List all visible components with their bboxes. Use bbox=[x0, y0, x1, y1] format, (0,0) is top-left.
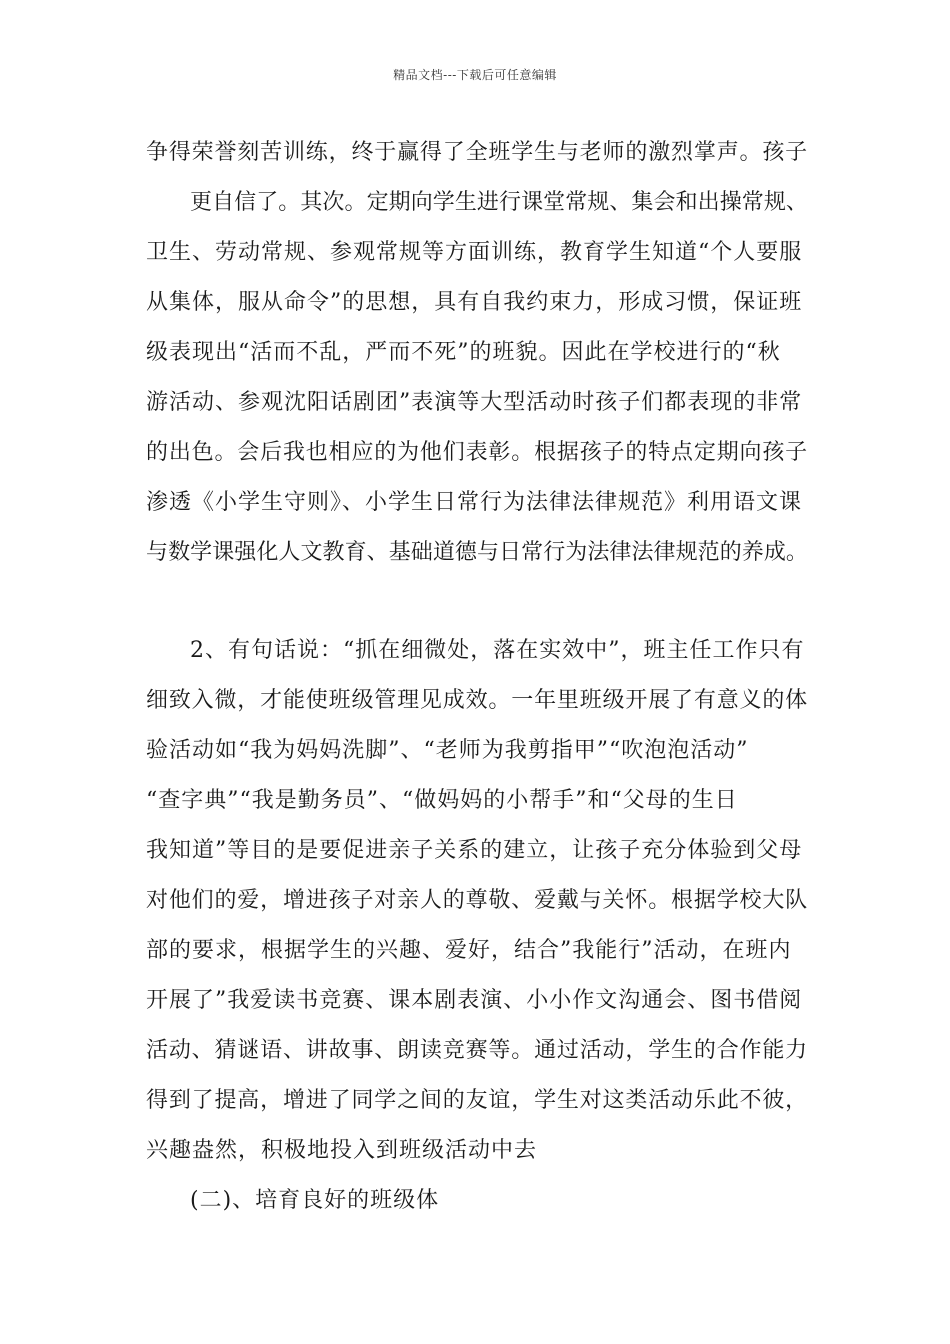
text-line: 兴趣盎然，积极地投入到班级活动中去 bbox=[146, 1138, 538, 1163]
text-line: 细致入微，才能使班级管理见成效。一年里班级开展了有意义的体 bbox=[146, 688, 809, 713]
text-line: 争得荣誉刻苦训练，终于赢得了全班学生与老师的激烈掌声。孩子 bbox=[146, 140, 809, 165]
text-line: 从集体，服从命令”的思想，具有自我约束力，形成习惯，保证班 bbox=[146, 290, 803, 315]
text-line: 部的要求，根据学生的兴趣、爱好，结合”我能行”活动，在班内 bbox=[146, 938, 792, 963]
text-line: 与数学课强化人文教育、基础道德与日常行为法律法律规范的养成。 bbox=[146, 540, 809, 565]
text-line: 游活动、参观沈阳话剧团”表演等大型活动时孩子们都表现的非常 bbox=[146, 390, 803, 415]
text-line: 卫生、劳动常规、参观常规等方面训练，教育学生知道“个人要服 bbox=[146, 240, 803, 265]
text-line: 更自信了。其次。定期向学生进行课堂常规、集会和出操常规、 bbox=[190, 190, 809, 215]
text-line: 得到了提高，增进了同学之间的友谊，学生对这类活动乐此不彼， bbox=[146, 1088, 809, 1113]
text-line: 的出色。会后我也相应的为他们表彰。根据孩子的特点定期向孩子 bbox=[146, 440, 809, 465]
text-line: 2、有句话说：“抓在细微处，落在实效中”，班主任工作只有 bbox=[190, 638, 805, 663]
text-line: 验活动如“我为妈妈洗脚”、“老师为我剪指甲”“吹泡泡活动” bbox=[146, 738, 749, 763]
text-line: 渗透《小学生守则》、小学生日常行为法律法律规范》利用语文课 bbox=[146, 490, 803, 515]
section-heading: (二)、培育良好的班级体 bbox=[190, 1188, 440, 1213]
text-line: “查字典”“我是勤务员”、“做妈妈的小帮手”和“父母的生日 bbox=[146, 788, 738, 813]
text-line: 对他们的爱，增进孩子对亲人的尊敬、爱戴与关怀。根据学校大队 bbox=[146, 888, 809, 913]
text-line: 开展了”我爱读书竞赛、课本剧表演、小小作文沟通会、图书借阅 bbox=[146, 988, 803, 1013]
text-line: 我知道”等目的是要促进亲子关系的建立，让孩子充分体验到父母 bbox=[146, 838, 803, 863]
page-header: 精品文档---下载后可任意编辑 bbox=[393, 68, 557, 82]
text-line: 级表现出“活而不乱，严而不死”的班貌。因此在学校进行的“秋 bbox=[146, 340, 781, 365]
text-line: 活动、猜谜语、讲故事、朗读竞赛等。通过活动，学生的合作能力 bbox=[146, 1038, 809, 1063]
